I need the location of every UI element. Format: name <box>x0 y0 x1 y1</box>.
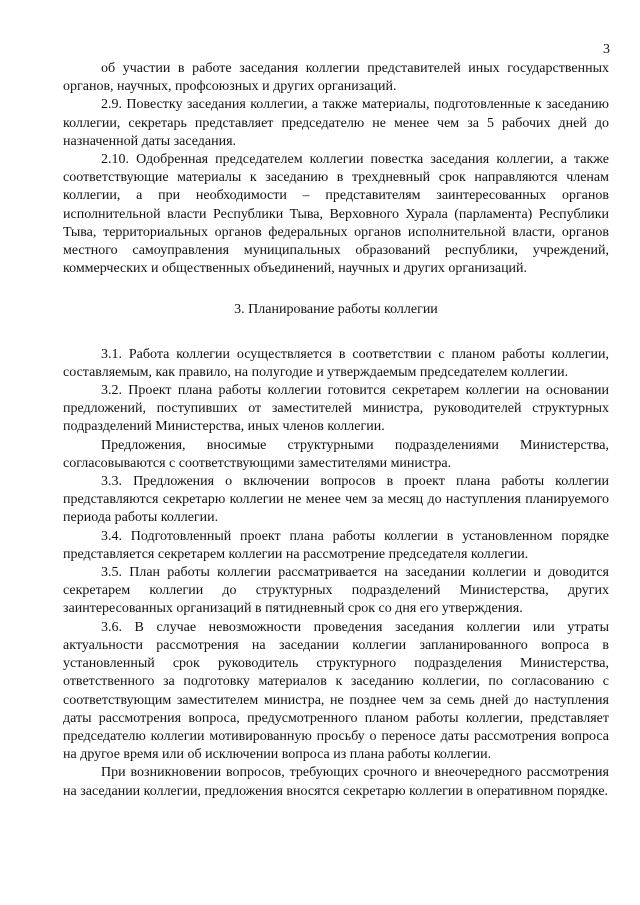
paragraph-3-2: 3.2. Проект плана работы коллегии готовится секретарем коллегии на основании предложений, поступивших от заместителей министра, руководителей структурных подразделений Министерства, иных членов коллегии. <box>63 383 609 435</box>
paragraph-3-3: 3.3. Предложения о включении вопросов в проект плана работы коллегии представляются секретарю коллегии не менее чем за месяц до наступления планируемого периода работы коллегии. <box>63 474 609 526</box>
paragraph-3-1: 3.1. Работа коллегии осуществляется в соответствии с планом работы коллегии, составляемым, как правило, на полугодие и утверждаемым председателем коллегии. <box>63 346 609 380</box>
paragraph-3-5: 3.5. План работы коллегии рассматривается на заседании коллегии и доводится секретарем коллегии до структурных подразделений Министерства, других заинтересованных организаций в пятидневный срок со дня его утверждения. <box>63 565 609 617</box>
document-body <box>63 60 609 801</box>
page-number: 3 <box>603 42 610 57</box>
paragraph-3-4: 3.4. Подготовленный проект плана работы коллегии в установленном порядке представляется секретарем коллегии на рассмотрение председателя коллегии. <box>63 528 609 562</box>
paragraph-2-9: 2.9. Повестку заседания коллегии, а также материалы, подготовленные к заседанию коллегии, секретарь представляет председателю не менее чем за 5 рабочих дней до назначенной даты заседания. <box>63 97 609 149</box>
paragraph-3-6-urgent: При возникновении вопросов, требующих срочного и внеочередного рассмотрения на заседании коллегии, предложения вносятся секретарю коллегии в оперативном порядке. <box>63 765 609 799</box>
paragraph-2-10: 2.10. Одобренная председателем коллегии повестка заседания коллегии, а также соответствующие материалы к заседанию в трехдневный срок направляются членам коллегии, а при необходимости – представителям заинтересованных органов исполнительной власти Республики Тыва, Верховного Хурала (парламента) Республики Тыва, территориальных органов федеральных органов исполнительной власти, органов местного самоуправления муниципальных образований республики, учреждений, коммерческих и общественных объединений, научных и других организаций. <box>63 152 609 277</box>
paragraph-3-2-proposals: Предложения, вносимые структурными подразделениями Министерства, согласовываются с соответствующими заместителями министра. <box>63 437 609 471</box>
section-heading: 3. Планирование работы коллегии <box>234 302 438 318</box>
paragraph-3-6: 3.6. В случае невозможности проведения заседания коллегии или утраты актуальности рассмотрения на заседании коллегии запланированного вопроса в установленный срок руководитель структурного подразделения Министерства, ответственного за подготовку материалов к заседанию коллегии, по согласованию с соответствующим заместителем министра, не позднее чем за семь дней до наступления даты рассмотрения вопроса, предусмотренного планом работы коллегии, представляет председателю коллегии мотивированную просьбу о переносе даты рассмотрения вопроса на другое время или об исключении вопроса из плана работы коллегии. <box>63 619 609 763</box>
paragraph-continuation: об участии в работе заседания коллегии представителей иных государственных органов, научных, профсоюзных и других организаций. <box>63 61 609 95</box>
